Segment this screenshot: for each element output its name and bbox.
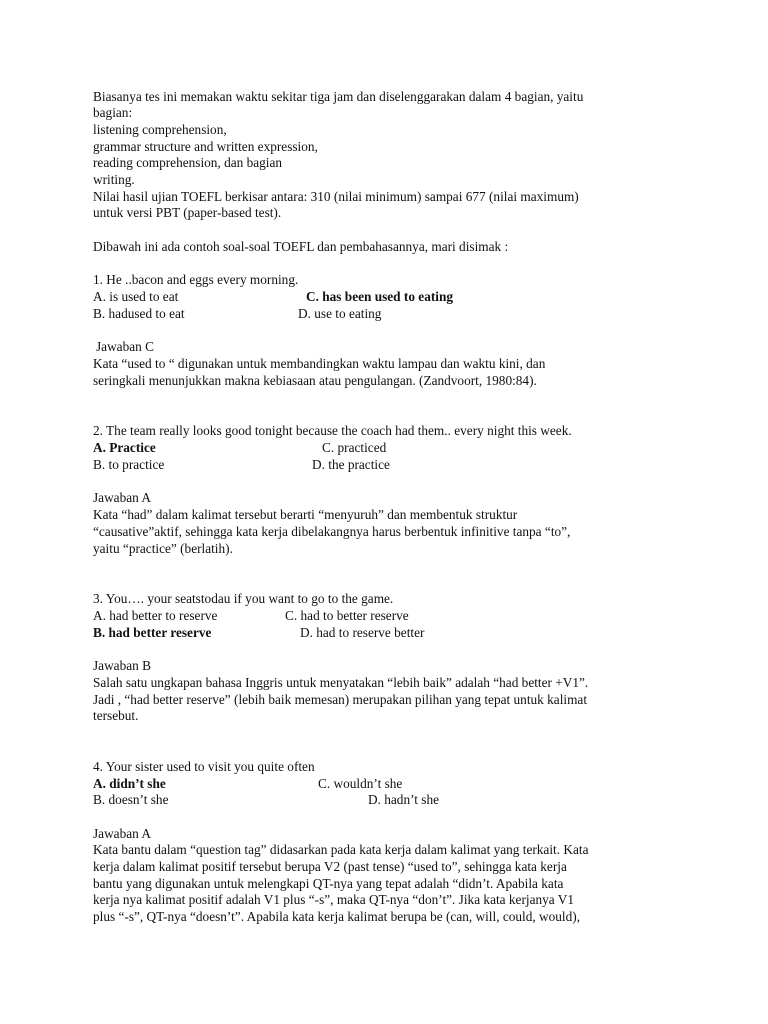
q3-option-a: A. had better to reserve <box>93 608 218 623</box>
q4-explanation: plus “-s”, QT-nya “doesn’t”. Apabila kata kerja kalimat berupa be (can, will, could, would), <box>93 909 581 924</box>
q1-option-c: C. has been used to eating <box>306 289 454 304</box>
q4-explanation: kerja dalam kalimat positif tersebut berupa V2 (past tense) “used to”, sehingga kata kerja <box>93 859 567 874</box>
intro-line: bagian: <box>93 105 133 120</box>
intro-line: untuk versi PBT (paper-based test). <box>93 205 282 220</box>
q1-option-b: B. hadused to eat <box>93 306 185 321</box>
q2-option-d: D. the practice <box>312 457 390 472</box>
q4-option-c: C. wouldn’t she <box>318 776 403 791</box>
q3-option-b: B. had better reserve <box>93 625 212 640</box>
q2-option-b: B. to practice <box>93 457 165 472</box>
q1-explanation: seringkali menunjukkan makna kebiasaan atau pengulangan. (Zandvoort, 1980:84). <box>93 373 537 388</box>
intro-line: writing. <box>93 172 135 187</box>
q2-explanation: yaitu “practice” (berlatih). <box>93 541 233 556</box>
q1-explanation: Kata “used to “ digunakan untuk membandingkan waktu lampau dan waktu kini, dan <box>93 356 546 371</box>
q4-option-b: B. doesn’t she <box>93 792 169 807</box>
q4-explanation: kerja nya kalimat positif adalah V1 plus “-s”, maka QT-nya “don’t”. Jika kata kerjanya V1 <box>93 892 575 907</box>
q3-explanation: Jadi , “had better reserve” (lebih baik memesan) merupakan pilihan yang tepat untuk kalimat <box>93 692 588 707</box>
question-3: 3. You…. your seatstodau if you want to go to the game. <box>93 591 394 606</box>
lead-text: Dibawah ini ada contoh soal-soal TOEFL dan pembahasannya, mari disimak : <box>93 239 509 254</box>
q4-answer: Jawaban A <box>93 826 151 841</box>
q1-option-d: D. use to eating <box>298 306 382 321</box>
q2-option-a: A. Practice <box>93 440 156 455</box>
q4-option-d: D. hadn’t she <box>368 792 440 807</box>
question-2: 2. The team really looks good tonight because the coach had them.. every night this week. <box>93 423 572 438</box>
q4-explanation: Kata bantu dalam “question tag” didasarkan pada kata kerja dalam kalimat yang terkait. Kata <box>93 842 589 857</box>
question-1: 1. He ..bacon and eggs every morning. <box>93 272 299 287</box>
q3-option-d: D. had to reserve better <box>300 625 425 640</box>
q1-option-a: A. is used to eat <box>93 289 179 304</box>
question-4: 4. Your sister used to visit you quite often <box>93 759 315 774</box>
intro-line: Biasanya tes ini memakan waktu sekitar tiga jam dan diselenggarakan dalam 4 bagian, yaitu <box>93 89 584 104</box>
q3-explanation: tersebut. <box>93 708 139 723</box>
q1-answer: Jawaban C <box>96 339 154 354</box>
q3-answer: Jawaban B <box>93 658 151 673</box>
q3-explanation: Salah satu ungkapan bahasa Inggris untuk menyatakan “lebih baik” adalah “had better +V1”. <box>93 675 589 690</box>
q2-answer: Jawaban A <box>93 490 151 505</box>
q3-option-c: C. had to better reserve <box>285 608 409 623</box>
intro-line: grammar structure and written expression, <box>93 139 318 154</box>
intro-line: reading comprehension, dan bagian <box>93 155 283 170</box>
q2-explanation: “causative”aktif, sehingga kata kerja dibelakangnya harus berbentuk infinitive tanpa “to”, <box>93 524 571 539</box>
intro-line: listening comprehension, <box>93 122 227 137</box>
intro-line: Nilai hasil ujian TOEFL berkisar antara: 310 (nilai minimum) sampai 677 (nilai maximum) <box>93 189 579 204</box>
q2-explanation: Kata “had” dalam kalimat tersebut berarti “menyuruh” dan membentuk struktur <box>93 507 518 522</box>
q2-option-c: C. practiced <box>322 440 387 455</box>
q4-option-a: A. didn’t she <box>93 776 166 791</box>
q4-explanation: bantu yang digunakan untuk melengkapi QT-nya yang tepat adalah “didn’t. Apabila kata <box>93 876 564 891</box>
